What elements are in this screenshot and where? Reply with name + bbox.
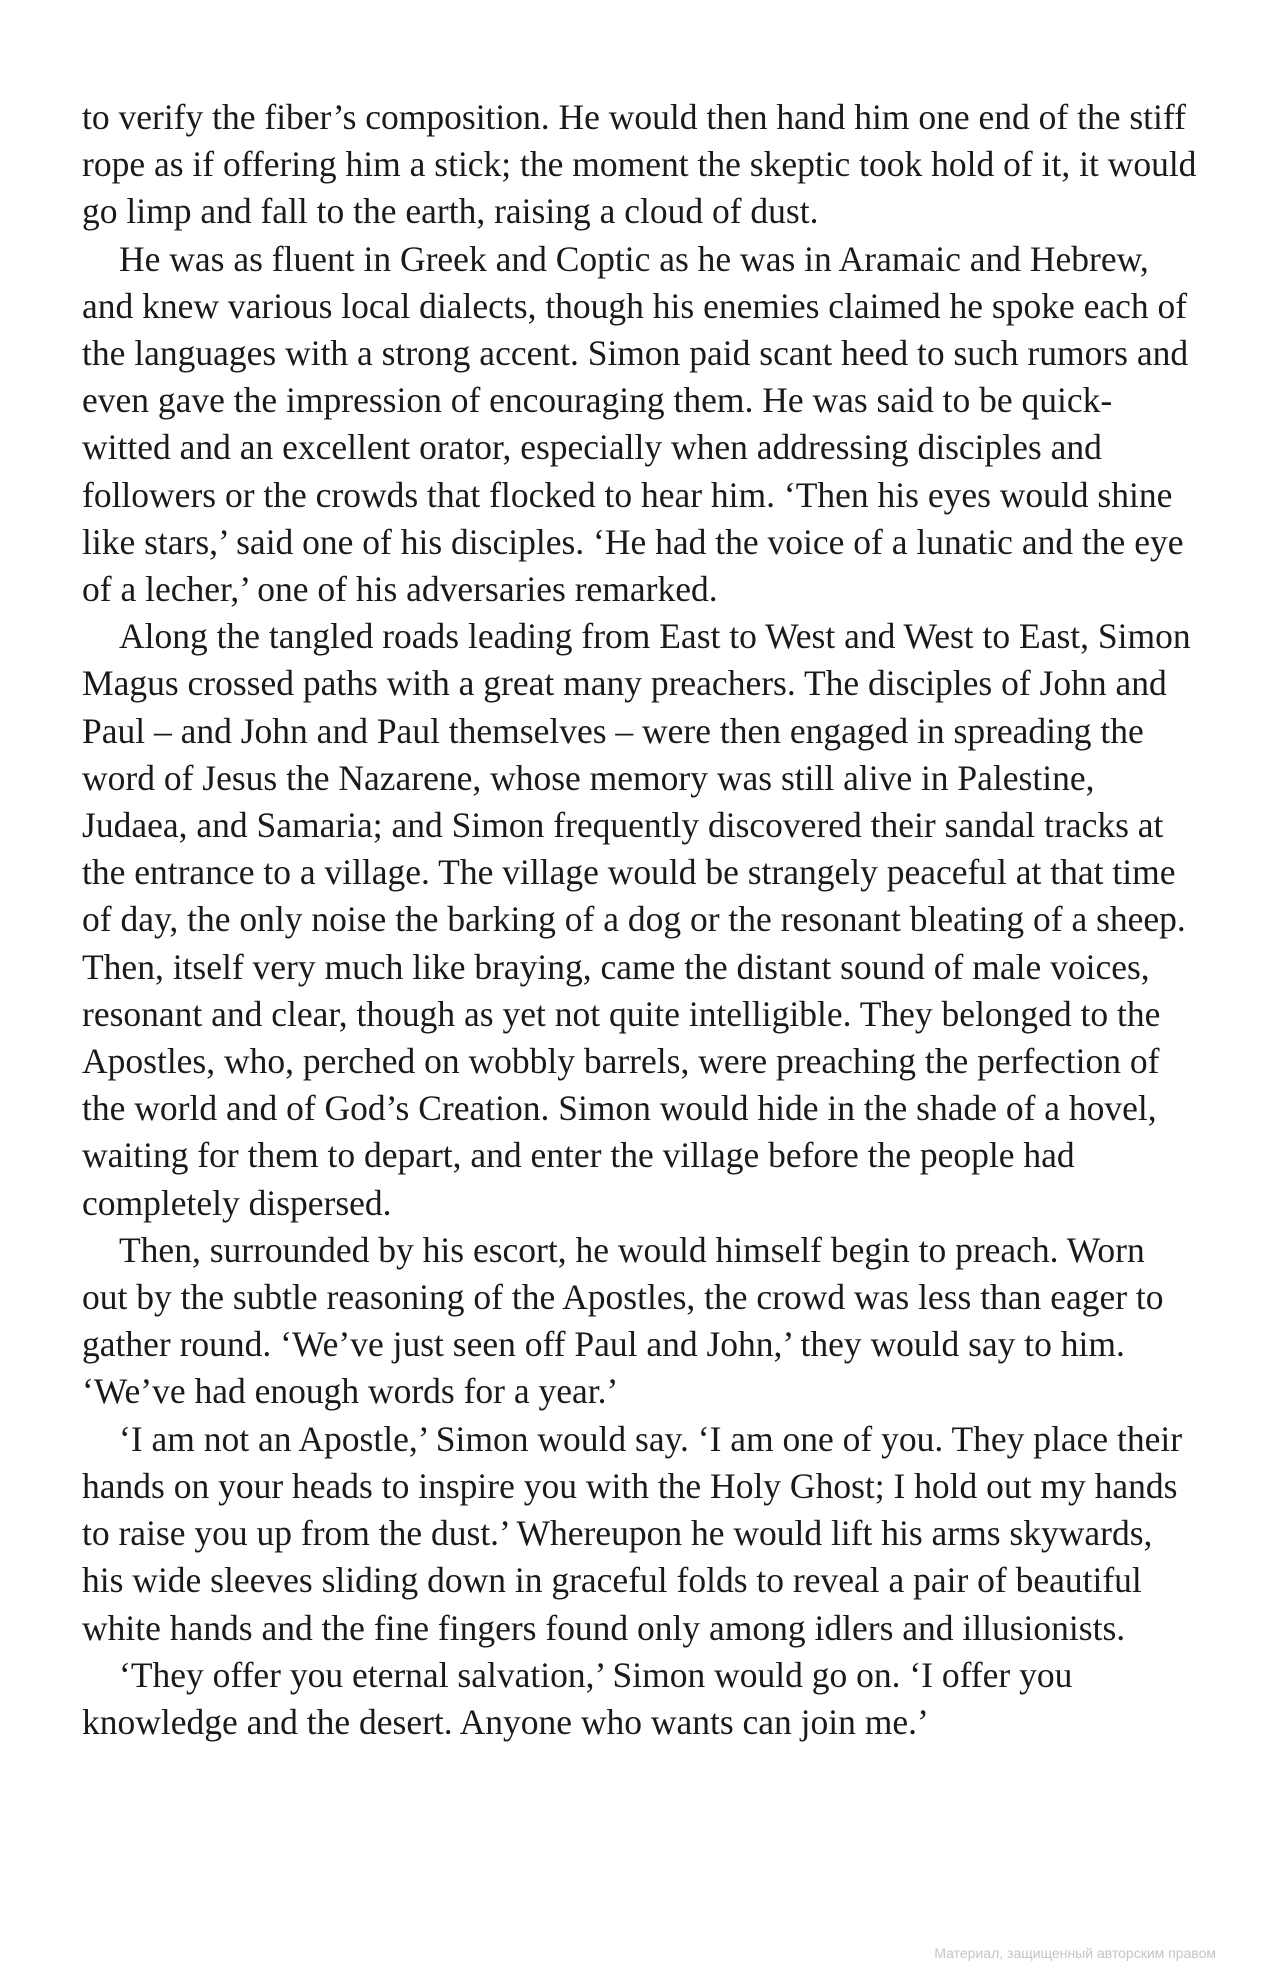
paragraph-apostle: ‘I am not an Apostle,’ Simon would say. ‘I am one of you. They place their hands on your heads to inspire you with the Holy Ghost; I hold out my hands to raise you up from the dust.’ Whereupon he would lift his arms skywards, his wide sleeves sliding down in graceful folds to reveal a pair of beautiful white hands and the fine fingers found only among idlers and illusionists. — [82, 1418, 1183, 1648]
paragraph-salvation: ‘They offer you eternal salvation,’ Simon would go on. ‘I offer you knowledge and the desert. Anyone who wants can join me.’ — [82, 1654, 1073, 1742]
paragraph-roads: Along the tangled roads leading from East to West and West to East, Simon Magus crossed paths with a great many preachers. The disciples of John and Paul – and John and Paul themselves – were then engaged in spreading the word of Jesus the Nazarene, whose memory was still alive in Palestine, Judaea, and Samaria; and Simon frequently discovered their sandal tracks at the entrance to a village. The village would be strangely peaceful at that time of day, the only noise the barking of a dog or the resonant bleating of a sheep. Then, itself very much like braying, came the distant sound of male voices, resonant and clear, though as yet not quite intelligible. They belonged to the Apostles, who, perched on wobbly barrels, were preaching the perfection of the world and of God’s Creation. Simon would hide in the shade of a hovel, waiting for them to depart, and enter the village before the people had completely dispersed. — [82, 616, 1191, 1223]
book-page-body — [82, 94, 1198, 1746]
paragraph-languages: He was as fluent in Greek and Coptic as he was in Aramaic and Hebrew, and knew various local dialects, though his enemies claimed he spoke each of the languages with a strong accent. Simon paid scant heed to such rumors and even gave the impression of encouraging them. He was said to be quick-witted and an excellent orator, especially when addressing disciples and followers or the crowds that flocked to hear him. ‘Then his eyes would shine like stars,’ said one of his disciples. ‘He had the voice of a lunatic and the eye of a lecher,’ one of his adversaries remarked. — [82, 238, 1189, 610]
paragraph-continuation: to verify the fiber’s composition. He would then hand him one end of the stiff rope as if offering him a stick; the moment the skeptic took hold of it, it would go limp and fall to the earth, raising a cloud of dust. — [82, 97, 1197, 232]
paragraph-preach: Then, surrounded by his escort, he would himself begin to preach. Worn out by the subtle reasoning of the Apostles, the crowd was less than eager to gather round. ‘We’ve just seen off Paul and John,’ they would say to him. ‘We’ve had enough words for a year.’ — [82, 1229, 1164, 1412]
copyright-watermark: Материал, защищенный авторским правом — [934, 1945, 1216, 1961]
